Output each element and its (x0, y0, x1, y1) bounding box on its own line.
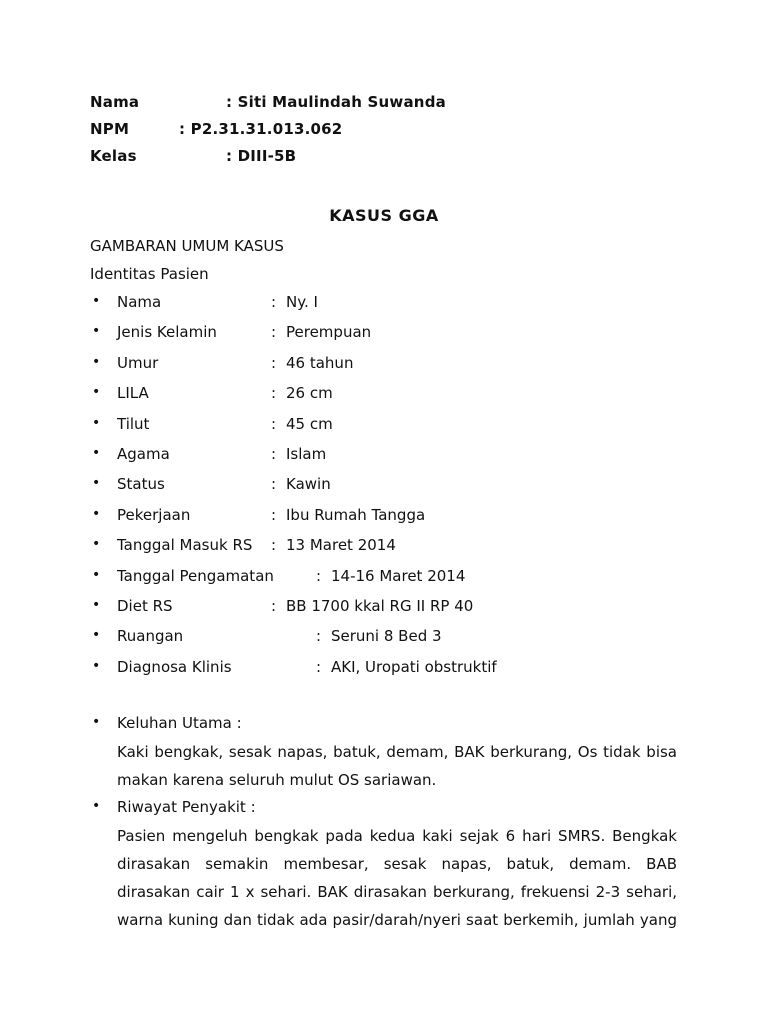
header-npm-label: NPM (90, 120, 130, 138)
identity-value: AKI, Uropati obstruktif (331, 658, 497, 676)
bullet-identity: • (92, 597, 101, 613)
header-kelas-value: : DIII-5B (226, 147, 297, 165)
bullet-identity: • (92, 354, 101, 370)
identity-label: Jenis Kelamin (117, 323, 217, 341)
identity-value: Ny. I (286, 293, 318, 311)
identity-value: Ibu Rumah Tangga (286, 506, 426, 524)
bullet-riwayat: • (92, 798, 101, 814)
identity-value: 13 Maret 2014 (286, 536, 396, 554)
header-nama-value: : Siti Maulindah Suwanda (226, 93, 446, 111)
identity-colon: : (271, 536, 277, 554)
identity-label: Diet RS (117, 597, 173, 615)
bullet-identity: • (92, 506, 101, 522)
riwayat-heading: Riwayat Penyakit : (117, 798, 256, 816)
identity-colon: : (316, 627, 322, 645)
header-kelas-label: Kelas (90, 147, 137, 165)
identity-label: Agama (117, 445, 170, 463)
identity-value: Kawin (286, 475, 331, 493)
identity-value: 45 cm (286, 415, 333, 433)
identity-value: Perempuan (286, 323, 372, 341)
riwayat-line: warna kuning dan tidak ada pasir/darah/nyeri saat berkemih, jumlah yang (117, 911, 677, 929)
riwayat-line: dirasakan semakin membesar, sesak napas, batuk, demam. BAB (117, 855, 677, 873)
identity-label: Status (117, 475, 165, 493)
identity-value: Seruni 8 Bed 3 (331, 627, 442, 645)
keluhan-line: Kaki bengkak, sesak napas, batuk, demam, BAK berkurang, Os tidak bisa (117, 743, 677, 761)
riwayat-line: Pasien mengeluh bengkak pada kedua kaki sejak 6 hari SMRS. Bengkak (117, 827, 677, 845)
identity-colon: : (271, 354, 277, 372)
identity-label: Tanggal Pengamatan (117, 567, 274, 585)
identity-value: BB 1700 kkal RG II RP 40 (286, 597, 474, 615)
identity-label: Tilut (117, 415, 150, 433)
identity-colon: : (271, 384, 277, 402)
identity-colon: : (316, 567, 322, 585)
identity-colon: : (271, 475, 277, 493)
bullet-identity: • (92, 415, 101, 431)
identity-colon: : (316, 658, 322, 676)
keluhan-paragraph (117, 738, 677, 794)
header-npm (90, 120, 343, 138)
document-title: KASUS GGA (329, 206, 439, 225)
bullet-identity: • (92, 536, 101, 552)
identity-colon: : (271, 597, 277, 615)
bullet-identity: • (92, 475, 101, 491)
identity-colon: : (271, 415, 277, 433)
bullet-identity: • (92, 567, 101, 583)
bullet-identity: • (92, 323, 101, 339)
bullet-keluhan: • (92, 714, 101, 730)
section-heading-gambaran: GAMBARAN UMUM KASUS (90, 237, 284, 255)
bullet-identity: • (92, 384, 101, 400)
identity-colon: : (271, 445, 277, 463)
identity-label: LILA (117, 384, 149, 402)
bullet-identity: • (92, 293, 101, 309)
identity-colon: : (271, 506, 277, 524)
identity-colon: : (271, 293, 277, 311)
bullet-identity: • (92, 627, 101, 643)
identity-colon: : (271, 323, 277, 341)
identity-value: Islam (286, 445, 327, 463)
identity-label: Umur (117, 354, 159, 372)
header-nama (90, 93, 446, 111)
identity-label: Pekerjaan (117, 506, 191, 524)
bullet-identity: • (92, 445, 101, 461)
identity-value: 14-16 Maret 2014 (331, 567, 466, 585)
identity-value: 26 cm (286, 384, 333, 402)
header-nama-label: Nama (90, 93, 140, 111)
header-kelas (90, 147, 297, 165)
riwayat-line: dirasakan cair 1 x sehari. BAK dirasakan berkurang, frekuensi 2-3 sehari, (117, 883, 677, 901)
keluhan-heading: Keluhan Utama : (117, 714, 242, 732)
bullet-identity: • (92, 658, 101, 674)
identity-label: Tanggal Masuk RS (117, 536, 253, 554)
riwayat-paragraph (117, 822, 677, 934)
identity-label: Diagnosa Klinis (117, 658, 232, 676)
identity-label: Nama (117, 293, 162, 311)
identity-value: 46 tahun (286, 354, 354, 372)
identity-label: Ruangan (117, 627, 184, 645)
header-npm-value: : P2.31.31.013.062 (179, 120, 343, 138)
section-heading-identitas: Identitas Pasien (90, 265, 209, 283)
keluhan-line: makan karena seluruh mulut OS sariawan. (117, 771, 437, 789)
